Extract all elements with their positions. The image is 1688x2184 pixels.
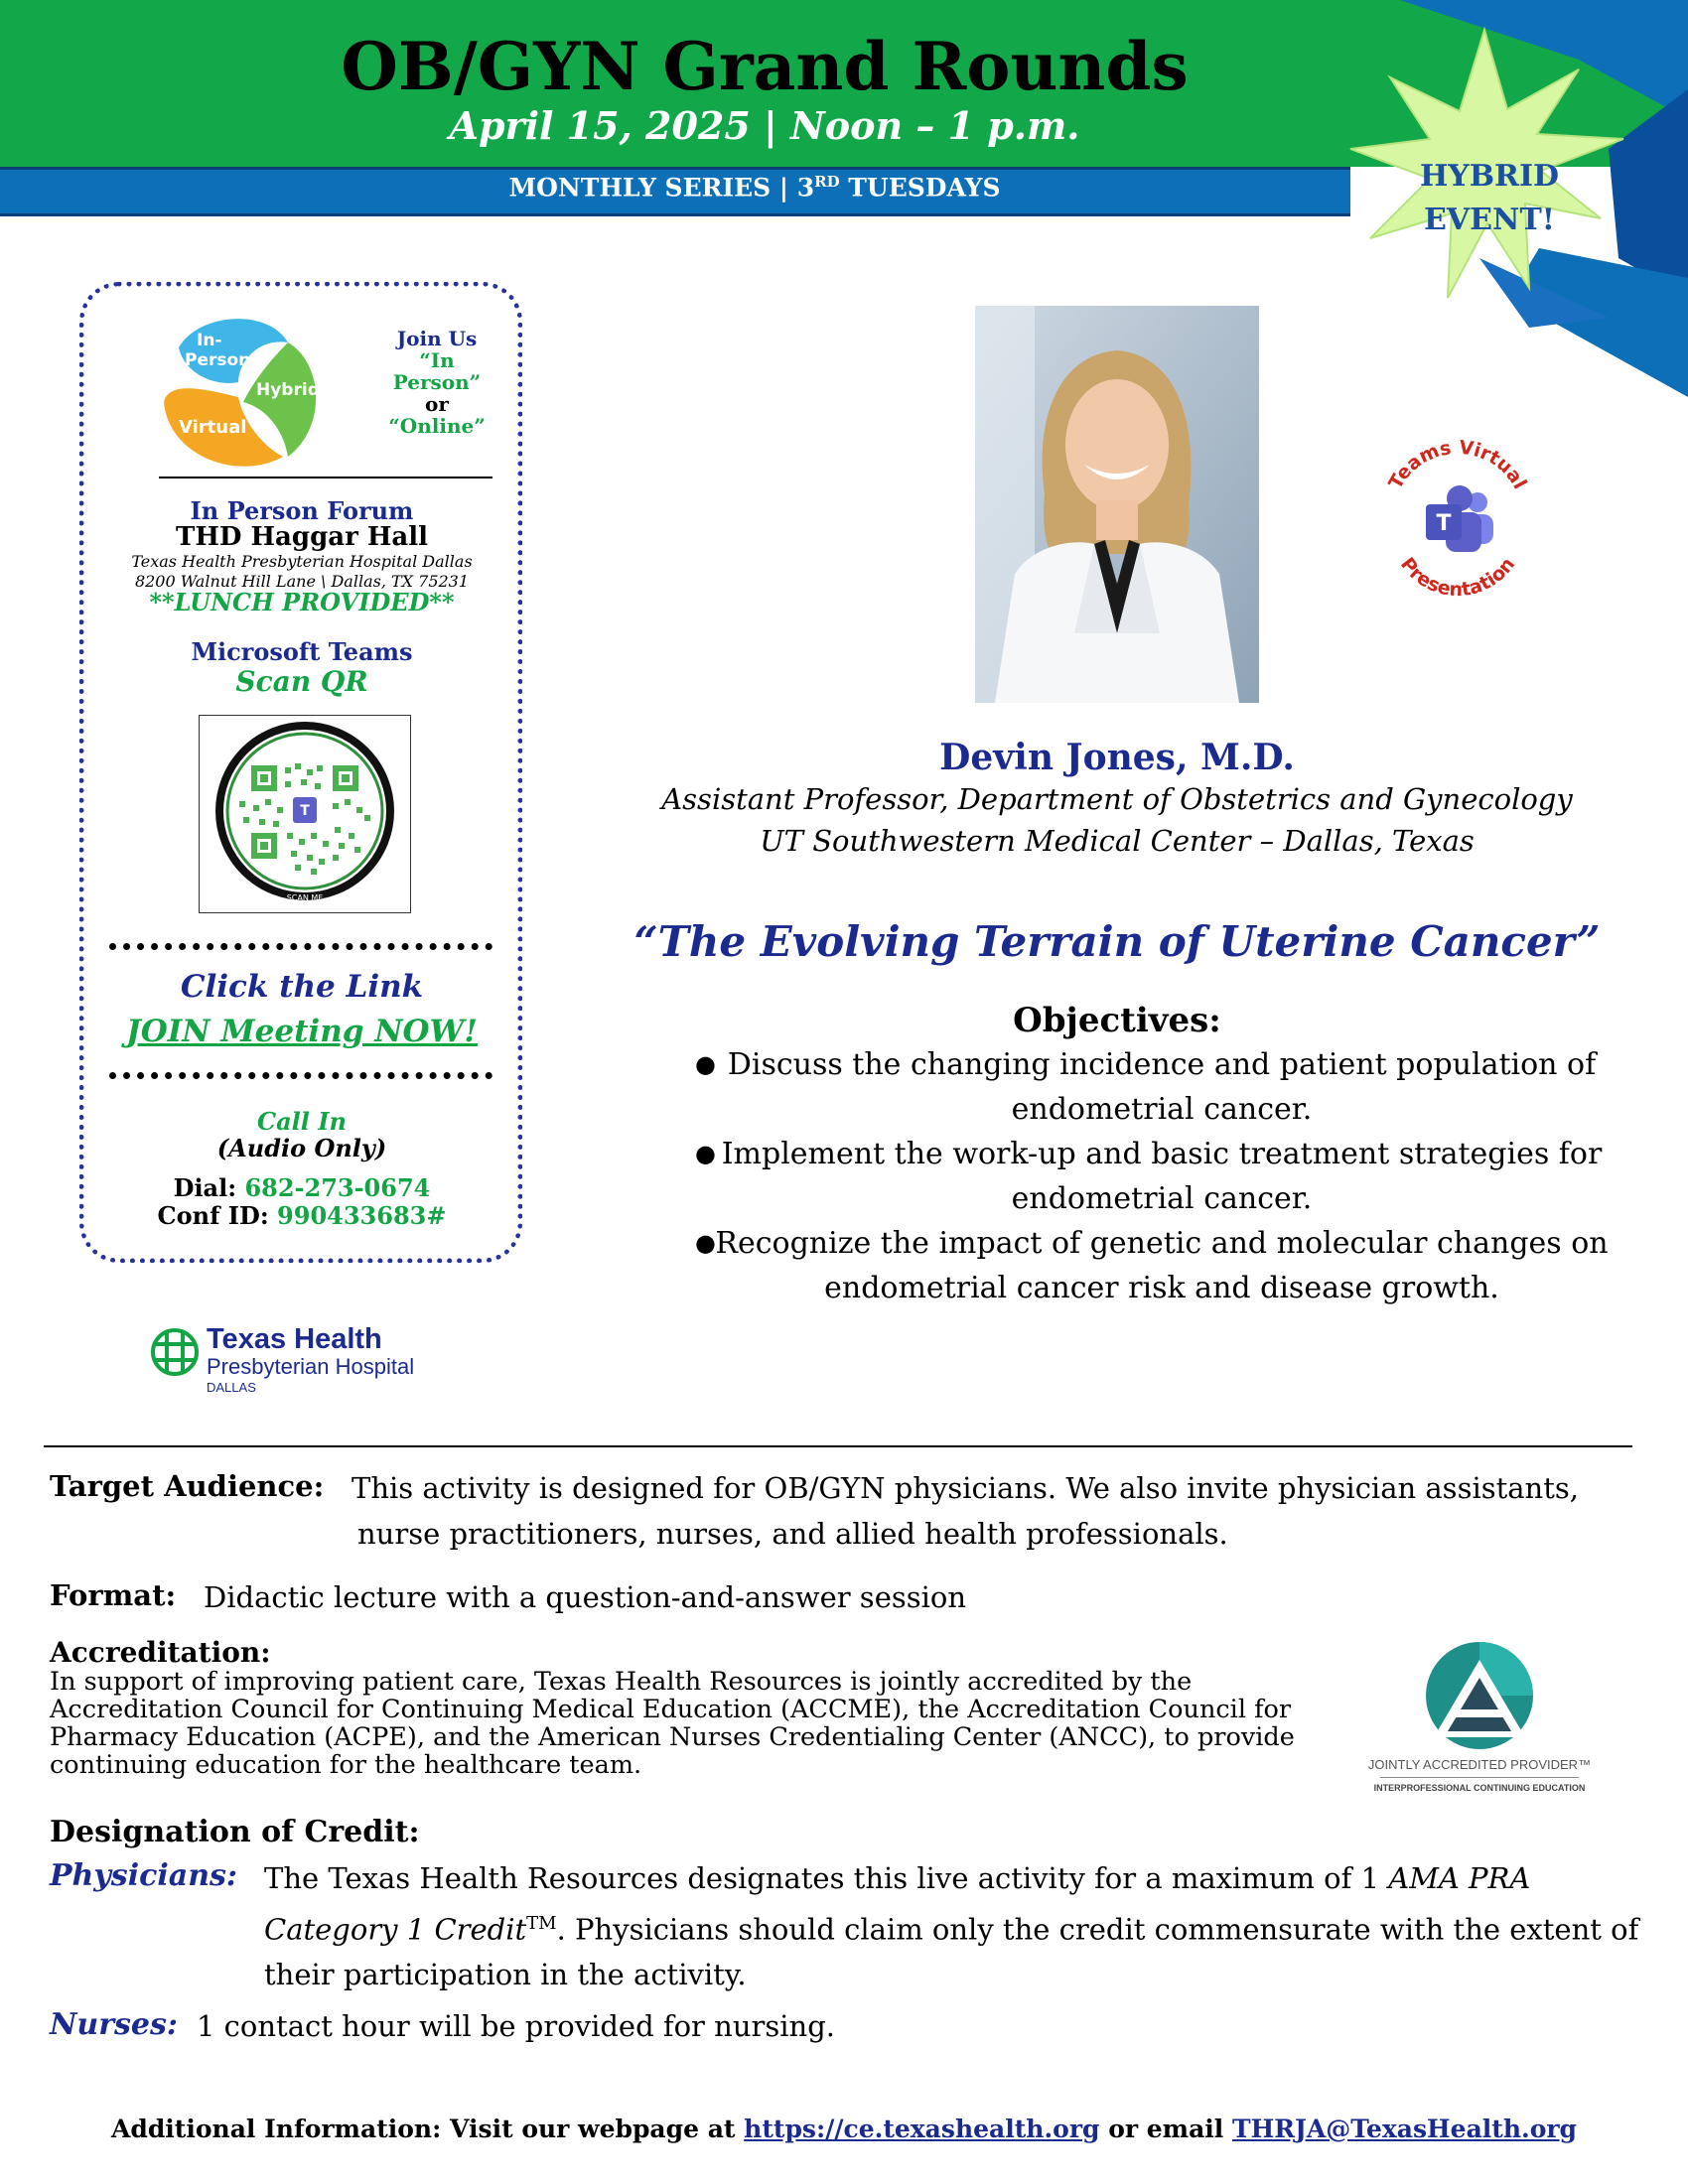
panel-divider — [159, 477, 492, 478]
svg-text:SCAN ME: SCAN ME — [286, 893, 324, 902]
call-in-label: Call In — [257, 1107, 347, 1136]
svg-text:Virtual: Virtual — [179, 417, 247, 438]
speaker-organization: UT Southwestern Medical Center – Dallas, Texas — [760, 824, 1475, 858]
hybrid-attendance-logo — [159, 308, 328, 472]
venue-hospital: Texas Health Presbyterian Hospital Dallas — [131, 552, 473, 571]
event-date-time: April 15, 2025 | Noon – 1 p.m. — [449, 103, 1080, 148]
footer-info: Additional Information: Visit our webpage at https://ce.texashealth.org or email THRJA@TexasHealth.org — [110, 2115, 1578, 2143]
website-link[interactable]: https://ce.texashealth.org — [744, 2115, 1100, 2143]
format-text: Didactic lecture with a question-and-answer session — [204, 1580, 967, 1614]
section-divider — [44, 1445, 1632, 1447]
svg-text:Person: Person — [185, 350, 251, 370]
target-audience-text: This activity is designed for OB/GYN physicians. We also invite physician assistants, — [352, 1471, 1579, 1505]
qr-code[interactable] — [199, 715, 411, 913]
page-title: OB/GYN Grand Rounds — [341, 28, 1189, 105]
dotted-divider — [109, 943, 492, 950]
list-item: ● Implement the work-up and basic treatment strategies for endometrial cancer. — [675, 1132, 1609, 1221]
designation-heading: Designation of Credit: — [50, 1815, 420, 1849]
accreditation-text: In support of improving patient care, Texas Health Resources is jointly accredited by the Accreditation Council for Continuing Medical Education (ACCME), the Accreditation Council for Pharmacy Education (ACPE), and the American Nurses Credentialing Center (ANCC), to provide continuing education for the healthcare team. — [50, 1667, 1295, 1780]
conference-id: Conf ID: 990433683# — [157, 1201, 447, 1230]
series-text: MONTHLY SERIES | 3RD TUESDAYS — [508, 173, 1001, 203]
bullet-icon: ● — [695, 1140, 716, 1167]
nurses-label: Nurses: — [50, 2007, 178, 2042]
list-item: ● Discuss the changing incidence and patient population of endometrial cancer. — [675, 1042, 1609, 1132]
svg-text:Texas Health: Texas Health — [207, 1323, 382, 1355]
talk-title: “The Evolving Terrain of Uterine Cancer” — [633, 917, 1601, 966]
svg-text:DALLAS: DALLAS — [207, 1380, 256, 1395]
svg-text:T: T — [1436, 511, 1452, 536]
bullet-icon: ● — [695, 1050, 716, 1078]
svg-text:Presbyterian Hospital: Presbyterian Hospital — [207, 1354, 415, 1379]
physicians-credit-text: The Texas Health Resources designates this live activity for a maximum of 1 AMA PRA Category 1 Credit™. Physicians should claim only the credit commensurate with the extent of their participation in the activity. — [264, 1861, 1639, 1991]
teams-virtual-presentation-badge — [1368, 429, 1547, 608]
dial-number: Dial: 682-273-0674 — [173, 1173, 431, 1202]
svg-text:INTERPROFESSIONAL CONTINUING E: INTERPROFESSIONAL CONTINUING EDUCATION — [1373, 1783, 1586, 1793]
target-audience-text: nurse practitioners, nurses, and allied health professionals. — [357, 1517, 1228, 1551]
speaker-photo — [975, 306, 1259, 703]
svg-text:T: T — [300, 803, 310, 819]
audio-only-label: (Audio Only) — [216, 1134, 387, 1162]
speaker-title: Assistant Professor, Department of Obstetrics and Gynecology — [661, 782, 1573, 816]
qr-code-icon — [200, 716, 410, 912]
objectives-heading: Objectives: — [1013, 1001, 1221, 1040]
venue-name: THD Haggar Hall — [175, 522, 429, 552]
venue-address: 8200 Walnut Hill Lane \ Dallas, TX 75231 — [134, 572, 470, 591]
dotted-divider — [109, 1072, 492, 1079]
svg-text:Hybrid: Hybrid — [256, 380, 320, 400]
texas-health-logo — [147, 1316, 465, 1396]
join-us-text: Join Us “In Person” or “Online” — [388, 327, 486, 438]
svg-text:Teams Virtual: Teams Virtual — [1384, 436, 1531, 493]
lunch-provided-note: **LUNCH PROVIDED** — [149, 588, 455, 616]
scan-qr-label: Scan QR — [235, 665, 368, 698]
accreditation-heading: Accreditation: — [50, 1636, 271, 1669]
click-link-label: Click the Link — [180, 969, 424, 1005]
nurses-credit-text: 1 contact hour will be provided for nursing. — [197, 2009, 835, 2043]
bullet-icon: ● — [695, 1229, 716, 1257]
physicians-label: Physicians: — [50, 1858, 237, 1893]
in-person-forum-label: In Person Forum — [190, 496, 414, 525]
speaker-name: Devin Jones, M.D. — [939, 737, 1295, 778]
svg-text:Presentation: Presentation — [1395, 553, 1520, 602]
list-item: ● Recognize the impact of genetic and molecular changes on endometrial cancer risk and disease growth. — [675, 1221, 1609, 1310]
svg-text:JOINTLY ACCREDITED PROVIDER™: JOINTLY ACCREDITED PROVIDER™ — [1367, 1757, 1592, 1772]
join-meeting-link[interactable]: JOIN Meeting NOW! — [126, 1014, 478, 1049]
objectives-list — [675, 1042, 1609, 1310]
email-link[interactable]: THRJA@TexasHealth.org — [1232, 2115, 1578, 2143]
microsoft-teams-label: Microsoft Teams — [191, 637, 413, 666]
svg-text:In-: In- — [197, 331, 222, 350]
target-audience-label: Target Audience: — [50, 1469, 325, 1503]
hybrid-event-badge-text: HYBRID EVENT! — [1419, 159, 1560, 237]
format-label: Format: — [50, 1578, 177, 1612]
jointly-accredited-provider-logo — [1350, 1638, 1609, 1807]
